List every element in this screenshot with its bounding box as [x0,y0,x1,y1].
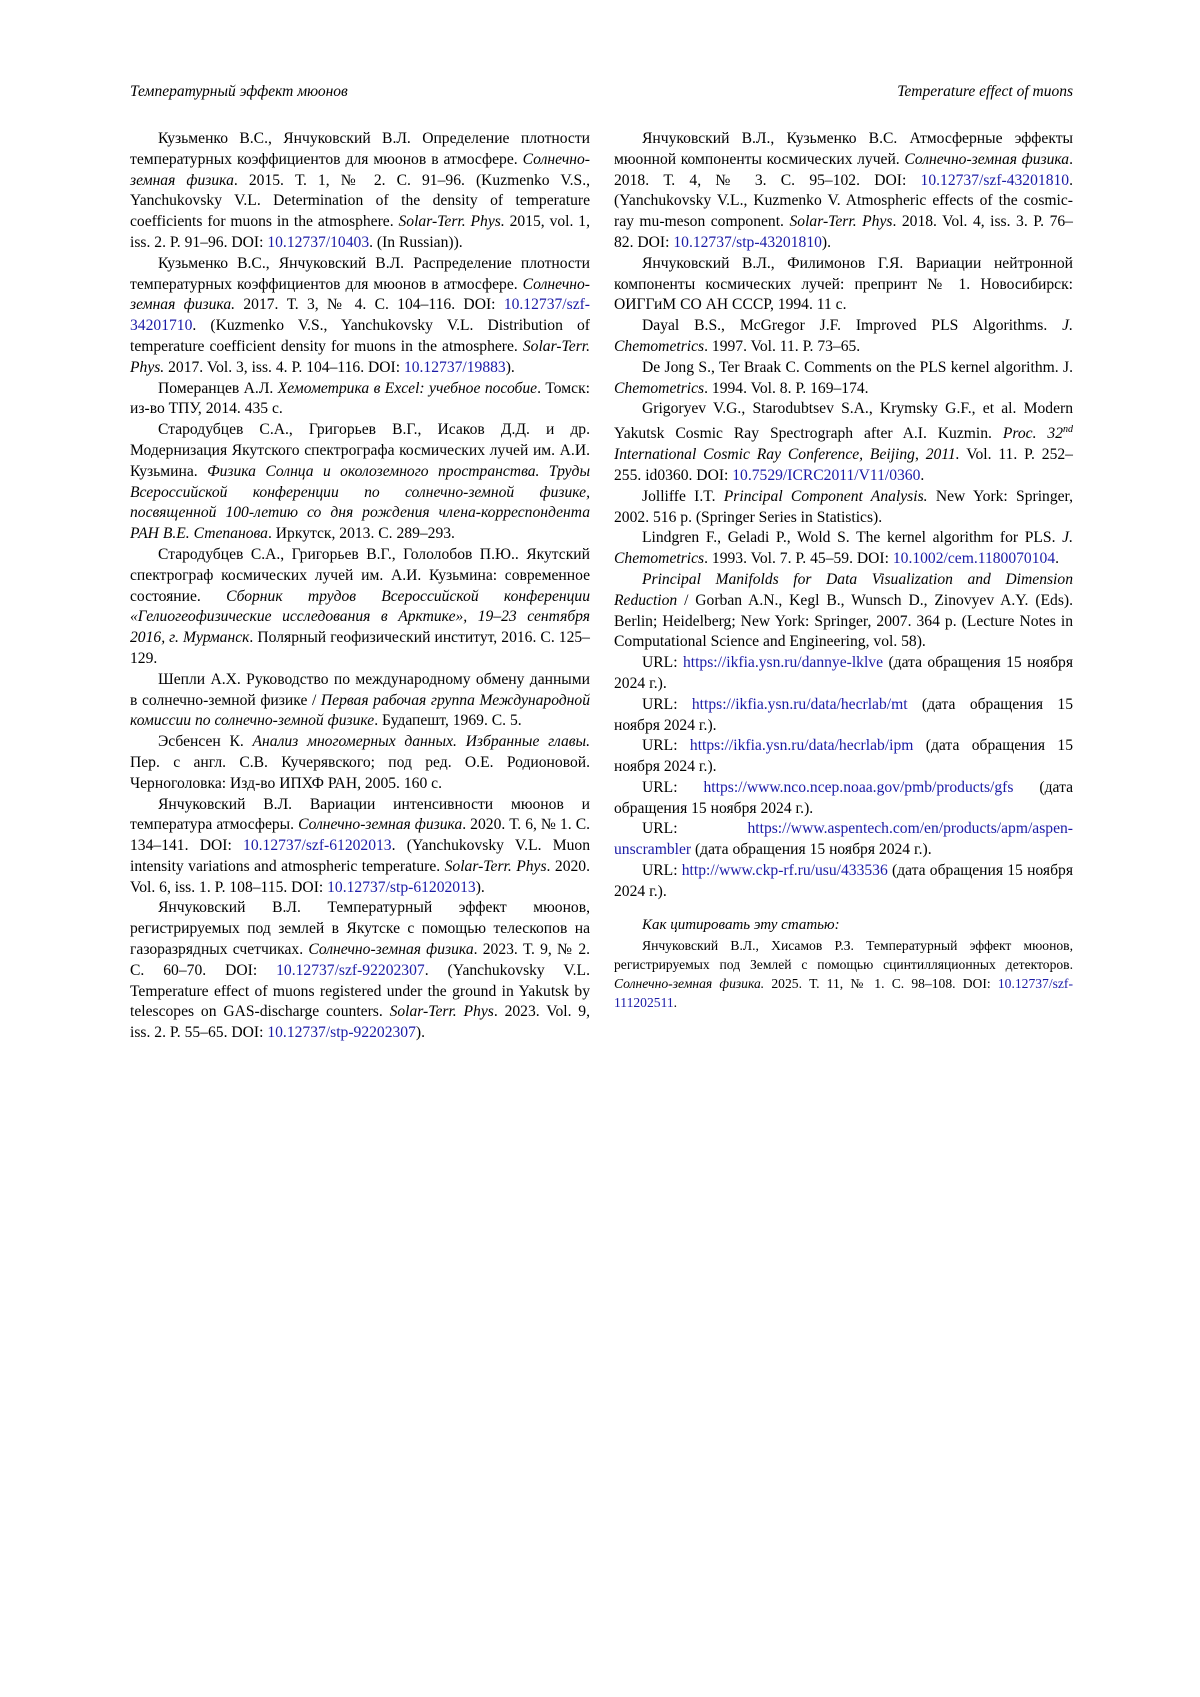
reference-text: URL: [642,654,683,672]
italic-text: International Cosmic Ray Conference, Beijing [614,446,915,464]
doi-link[interactable]: https://www.aspentech.com/en/products/apm/aspen-unscrambler [614,820,1073,859]
running-header-right: Temperature effect of muons [897,83,1073,100]
reference-item [130,670,590,732]
reference-text: Эсбенсен К. [158,733,253,751]
reference-item [614,695,1073,737]
reference-item [614,778,1073,820]
reference-item [614,487,1073,529]
reference-text: Кузьменко В.С., Янчуковский В.Л. Распределение плотности температурных коэффициентов для мюонов в атмосфере. [130,254,590,293]
reference-text: URL: [642,862,682,880]
reference-item [614,528,1073,570]
reference-text: . Полярный геофизический институт, 2016. С. 125–129. [130,629,590,667]
reference-item [614,736,1073,778]
reference-text: . (Kuzmenko V.S., Yanchukovsky V.L. Distribution of temperature coefficient density for muons in the atmosphere. [130,317,590,355]
reference-text: Lindgren F., Geladi P., Wold S. The kernel algorithm for PLS. [642,529,1063,547]
reference-text: / Gorban A.N., Kegl B., Wunsch D., Zinovyev A.Y. (Eds). Berlin; Heidelberg; New York: Springer, 2007. 364 p. (Lecture Notes in Computational Science and Engineering, vol. 58). [614,591,1073,651]
reference-text: (дата обращения 15 ноября 2024 г.). [614,778,1073,817]
reference-item [614,570,1073,653]
reference-text: Стародубцев С.А., Григорьев В.Г., Исаков Д.Д. и др. Модернизация Якутского спектрографа космических лучей им. А.И. Кузьмина. [130,421,590,480]
reference-text: ). [821,233,832,251]
reference-text: New York: Springer, 2002. 516 p. (Springer Series in Statistics). [614,487,1074,526]
doi-link[interactable]: 10.12737/10403 [267,233,370,251]
italic-text: Хемометрика в Excel: учебное пособие [277,379,538,397]
italic-text: Физика Солнца и околоземного пространства. Труды Всероссийской конференции по солнечно-земной физике, посвященной 100-летию со дня рождения члена-корреспондента РАН В.Е. Степанова [130,462,591,543]
italic-text: Солнечно-земная физика. [614,976,765,992]
reference-item [614,358,1073,400]
reference-text: URL: [642,737,690,755]
reference-item [614,399,1073,486]
reference-text: Grigoryev V.G., Starodubtsev S.A., Krymsky G.F., et al. Modern Yakutsk Cosmic Ray Spectrograph after A.I. Kuzmin. [614,400,1073,443]
reference-text: Шепли А.Х. Руководство по международному обмену данными в солнечно-земной физике / [130,670,590,709]
reference-text: URL: [642,778,704,796]
reference-text: ). [415,1024,425,1042]
reference-text: Янчуковский В.Л., Хисамов Р.З. Температурный эффект мюонов, регистрируемых под Землей с помощью сцинтилляционных детекторов. [614,938,1073,973]
reference-text: . [673,994,678,1010]
italic-text: Солнечно-земная физика [130,150,590,189]
reference-text: URL: [642,820,748,838]
doi-link[interactable]: https://ikfia.ysn.ru/dannye-lklve [682,654,884,672]
doi-link[interactable]: 10.7529/ICRC2011/V11/0360 [732,466,921,484]
reference-text: . 1994. Vol. 8. P. 169–174. [704,379,869,397]
reference-text: Vol. 11. P. 252–255. id0360. DOI: [614,446,1073,484]
doi-link[interactable]: 10.12737/szf-34201710 [130,296,590,335]
italic-text: Solar-Terr. Phys. [130,337,590,376]
reference-item [130,129,590,254]
citation-title: Как цитировать эту статью: [642,916,840,933]
reference-text: . 2018. Vol. 4, iss. 3. P. 76–82. DOI: [614,213,1073,251]
reference-text: . (Yanchukovsky V.L., Kuzmenko V. Atmospheric effects of the cosmic-ray mu-meson component. [614,171,1073,231]
reference-text: . 1993. Vol. 7. P. 45–59. DOI: [704,550,893,568]
reference-item [130,420,590,545]
reference-text: . Будапешт, 1969. С. 5. [374,712,522,730]
italic-text: Анализ многомерных данных. Избранные главы. [252,733,590,751]
citation-body [614,937,1073,1012]
reference-text: (дата обращения 15 ноября 2024 г.). [614,737,1073,776]
doi-link[interactable]: 10.12737/szf-61202013 [243,837,392,855]
italic-text: Solar-Terr. Phys [389,1003,494,1021]
reference-text: . 2023. Vol. 9, iss. 2. P. 55–65. DOI: [130,1003,590,1042]
doi-link[interactable]: 10.12737/szf-111202511 [614,976,1073,1010]
reference-item [130,379,590,421]
italic-text: 2011. [925,446,960,464]
reference-text: URL: [642,695,692,713]
reference-item [130,545,590,670]
doi-link[interactable]: 10.12737/stp-61202013 [327,878,476,896]
running-header-left: Температурный эффект мюонов [130,83,348,100]
reference-text: Янчуковский В.Л. Температурный эффект мюонов, регистрируемых под землей в Якутске с помощью телескопов на газоразрядных счетчиках. [130,899,590,959]
references-right-list [614,129,1073,903]
doi-link[interactable]: https://www.nco.ncep.noaa.gov/pmb/products/gfs [703,778,1014,796]
italic-text: Solar-Terr. Phys. [398,213,505,231]
reference-text: (дата обращения 15 ноября 2024 г.). [691,841,932,859]
doi-link[interactable]: 10.12737/stp-43201810 [673,233,822,251]
reference-text: 2017. Т. 3, № 4. С. 104–116. DOI: [235,296,504,314]
reference-text: (дата обращения 15 ноября 2024 г.). [614,862,1073,900]
italic-text: Principal Component Analysis. [723,487,928,505]
references-right-column [614,129,1073,1013]
reference-item [130,898,590,1044]
italic-text: Солнечно-земная физика [904,150,1070,168]
reference-text: . 2018. Т. 4, № 3. С. 95–102. DOI: [614,150,1074,189]
doi-link[interactable]: http://www.ckp-rf.ru/usu/433536 [681,862,888,880]
reference-text: Кузьменко В.С., Янчуковский В.Л. Определение плотности температурных коэффициентов для мюонов в атмосфере. [130,130,590,168]
italic-text: Solar-Terr. Phys [444,857,547,875]
doi-link[interactable]: 10.1002/cem.1180070104 [892,550,1056,568]
doi-link[interactable]: 10.12737/szf-43201810 [920,171,1070,189]
italic-text: Солнечно-земная физика [308,941,474,959]
italic-text: Первая рабочая группа Международной комиссии по солнечно-земной физике [130,691,591,730]
italic-text: Chemometrics [614,379,705,397]
reference-item [614,254,1073,316]
italic-text: Solar-Terr. Phys [789,213,893,231]
doi-link[interactable]: https://ikfia.ysn.ru/data/hecrlab/mt [691,695,908,713]
doi-link[interactable]: 10.12737/szf-92202307 [276,961,425,979]
reference-text: 2015, vol. 1, iss. 2. P. 91–96. DOI: [130,213,590,251]
reference-item [614,316,1073,358]
reference-text: Померанцев А.Л. [158,379,278,397]
reference-item [614,653,1073,695]
reference-text: (дата обращения 15 ноября 2024 г.). [614,695,1073,734]
reference-text: ). [505,358,515,376]
reference-text: . 2020. Т. 6, № 1. С. 134–141. DOI: [130,816,590,855]
italic-text: J. Chemometrics [614,529,1073,568]
italic-text: Сборник трудов Всероссийской конференции «Гелиогеофизические исследования в Арктике», 19–23 сентября 2016, г. Мурманск [130,587,591,647]
references-left-column [130,129,590,1044]
reference-text: Янчуковский В.Л., Филимонов Г.Я. Вариации нейтронной компоненты космических лучей: препринт № 1. Новосибирск: ОИГГиМ СО АН СССР, 1994. 11 с. [614,254,1073,314]
reference-item [130,254,590,379]
reference-text: . [1055,550,1060,568]
reference-text: De Jong S., Ter Braak C. Comments on the PLS kernel algorithm. J. [642,358,1073,376]
italic-text: Principal Manifolds for Data Visualization and Dimension Reduction [614,570,1073,609]
reference-text: Dayal B.S., McGregor J.F. Improved PLS Algorithms. [642,317,1063,335]
reference-text: (дата обращения 15 ноября 2024 г.). [614,654,1074,692]
reference-text: , [914,446,926,464]
italic-text: Proc. 32 [1002,425,1064,443]
doi-link[interactable]: https://ikfia.ysn.ru/data/hecrlab/ipm [689,737,914,755]
reference-text: 2017. Vol. 3, iss. 4. P. 104–116. DOI: [164,358,404,376]
reference-text: Стародубцев С.А., Григорьев В.Г., Гололобов П.Ю.. Якутский спектрограф космических лучей им. А.И. Кузьмина: современное состояние. [130,545,590,605]
italic-text: Солнечно-земная физика [298,816,463,834]
reference-text: Янчуковский В.Л. Вариации интенсивности мюонов и температура атмосферы. [130,795,590,834]
reference-text: . 2020. Vol. 6, iss. 1. P. 108–115. DOI: [130,857,590,896]
italic-text: J. Chemometrics [614,317,1073,355]
reference-text: . Иркутск, 2013. С. 289–293. [267,525,455,543]
reference-text: 2025. Т. 11, № 1. С. 98–108. DOI: [764,976,998,992]
reference-text: Jolliffe I.T. [642,487,724,505]
reference-item [614,861,1073,903]
italic-text: Солнечно-земная физика. [130,275,590,314]
reference-item [130,732,590,794]
reference-text: . Томск: из-во ТПУ, 2014. 435 с. [130,379,590,418]
reference-text: ). [475,878,485,896]
doi-link[interactable]: 10.12737/19883 [403,358,506,376]
reference-text: . 1997. Vol. 11. P. 73–65. [704,337,861,355]
reference-text: Пер. с англ. С.В. Кучерявского; под ред. О.Е. Родионовой. Черноголовка: Изд-во ИПХФ РАН, 2005. 160 с. [130,753,590,792]
reference-text: . [920,466,925,484]
reference-item [130,795,590,899]
doi-link[interactable]: 10.12737/stp-92202307 [267,1024,416,1042]
reference-text: Янчуковский В.Л., Кузьменко В.С. Атмосферные эффекты мюонной компоненты космических лучей. [614,130,1073,168]
reference-text: . (In Russian)). [369,233,463,251]
reference-text: . 2023. Т. 9, № 2. С. 60–70. DOI: [130,941,591,979]
reference-text: . (Yanchukovsky V.L. Temperature effect of muons registered under the ground in Yakutsk by telescopes on GAS-discharge counters. [130,961,590,1021]
reference-text: . (Yanchukovsky V.L. Muon intensity variations and atmospheric temperature. [130,837,590,875]
reference-item [614,819,1073,861]
superscript-text: nd [1063,424,1074,436]
reference-item [614,129,1073,254]
reference-text: . 2015. Т. 1, № 2. С. 91–96. (Kuzmenko V.S., Yanchukovsky V.L. Determination of the density of temperature coefficients for muons in the atmosphere. [130,171,590,231]
